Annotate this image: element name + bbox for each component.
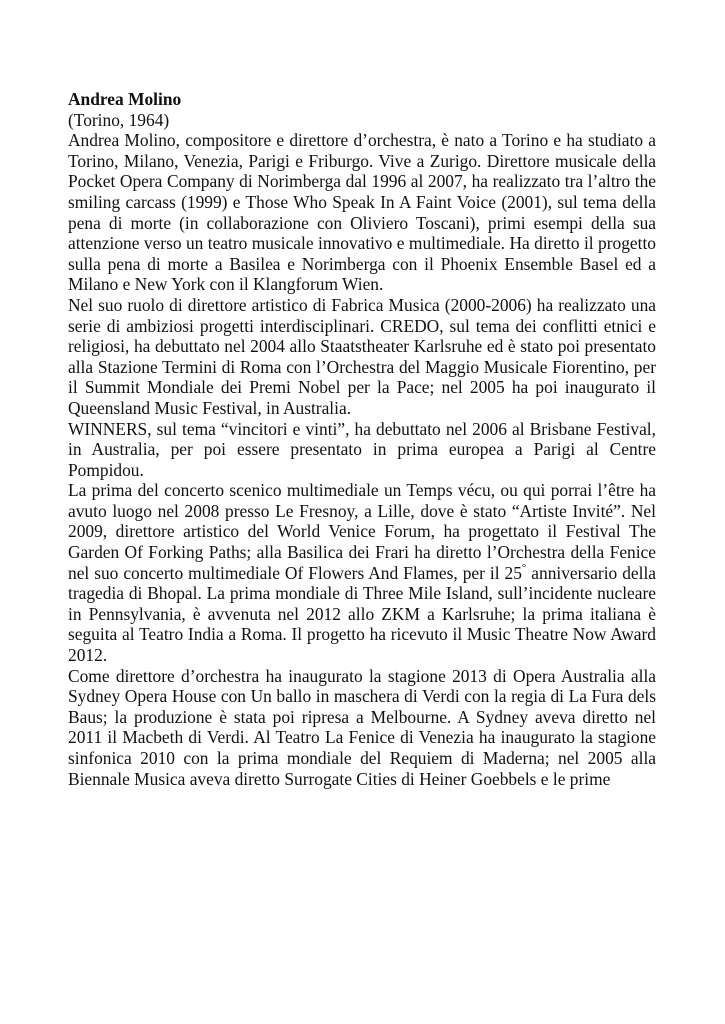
paragraph-temps-vecu-part2: anniversario della tragedia di Bhopal. La prima mondiale di Three Mile Island, sull’incidente nucleare in Pennsylvania, è avvenuta nel 2012 allo ZKM a Karlsruhe; la prima italiana è seguita al Teatro India a Roma. Il progetto ha ricevuto il Music Theatre Now Award 2012. bbox=[68, 562, 656, 666]
degree-superscript: ° bbox=[521, 561, 527, 574]
paragraph-biography: Andrea Molino, compositore e direttore d’orchestra, è nato a Torino e ha studiato a Torino, Milano, Venezia, Parigi e Friburgo. Vive a Zurigo. Direttore musicale della Pocket Opera Company di Norimberga dal 1996 al 2007, ha realizzato tra l’altro the smiling carcass (1999) e Those Who Speak In A Faint Voice (2001), sul tema della pena di morte (in collaborazione con Oliviero Toscani), primi esempi della sua attenzione verso un teatro musicale innovativo e multimediale. Ha diretto il progetto sulla pena di morte a Basilea e Norimberga con il Phoenix Ensemble Basel ed a Milano e New York con il Klangforum Wien. bbox=[68, 130, 656, 295]
page-title: Andrea Molino bbox=[68, 89, 182, 109]
paragraph-winners: WINNERS, sul tema “vincitori e vinti”, ha debuttato nel 2006 al Brisbane Festival, in Australia, per poi essere presentato in prima europea a Parigi al Centre Pompidou. bbox=[68, 418, 656, 480]
birth-info: (Torino, 1964) bbox=[68, 109, 170, 130]
paragraph-temps-vecu-part1: La prima del concerto scenico multimediale un Temps vécu, ou qui porrai l’être ha avuto luogo nel 2008 presso Le Fresnoy, a Lille, dove è stato “Artiste Invité”. Nel 2009, direttore artistico del World Venice Forum, ha progettato il Festival The Garden Of Forking Paths; alla Basilica dei Frari ha diretto l’Orchestra della Fenice nel suo concerto multimediale Of Flowers And Flames, per il 25 bbox=[68, 480, 656, 583]
document-page bbox=[68, 89, 656, 789]
paragraph-temps-vecu bbox=[68, 480, 656, 665]
paragraph-fabrica-musica: Nel suo ruolo di direttore artistico di Fabrica Musica (2000-2006) ha realizzato una serie di ambiziosi progetti interdisciplinari. CREDO, sul tema dei conflitti etnici e religiosi, ha debuttato nel 2004 allo Staatstheater Karlsruhe ed è stato poi presentato alla Stazione Termini di Roma con l’Orchestra del Maggio Musicale Fiorentino, per il Summit Mondiale dei Premi Nobel per la Pace; nel 2005 ha poi inaugurato il Queensland Music Festival, in Australia. bbox=[68, 294, 656, 418]
paragraph-conductor: Come direttore d’orchestra ha inaugurato la stagione 2013 di Opera Australia alla Sydney Opera House con Un ballo in maschera di Verdi con la regia di La Fura dels Baus; la produzione è stata poi ripresa a Melbourne. A Sydney aveva diretto nel 2011 il Macbeth di Verdi. Al Teatro La Fenice di Venezia ha inaugurato la stagione sinfonica 2010 con la prima mondiale del Requiem di Maderna; nel 2005 alla Biennale Musica aveva diretto Surrogate Cities di Heiner Goebbels e le prime bbox=[68, 665, 656, 789]
